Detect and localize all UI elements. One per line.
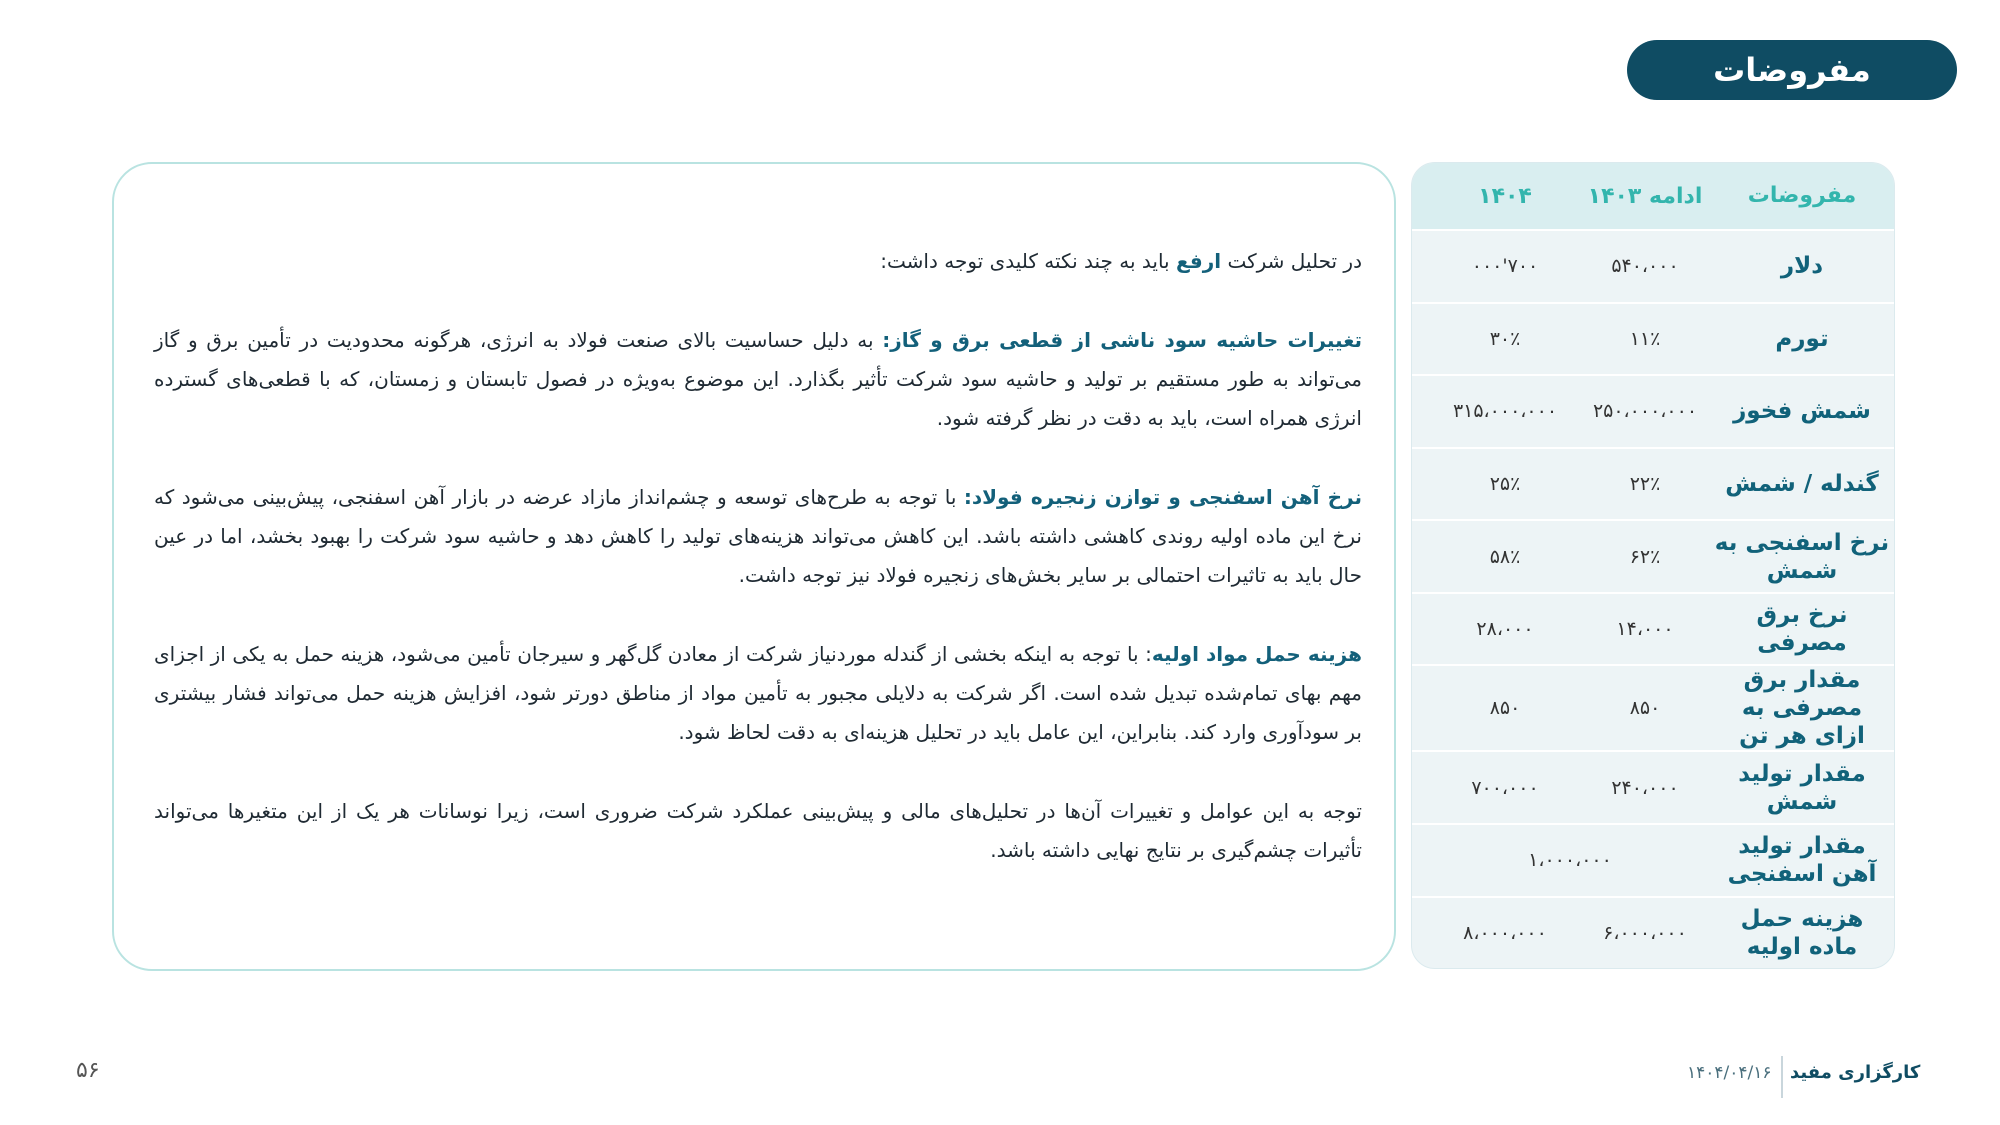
value-1403: ۶،۰۰۰،۰۰۰ (1603, 921, 1687, 944)
value-1404: ۸،۰۰۰،۰۰۰ (1463, 921, 1547, 944)
value-1403: ۱۴،۰۰۰ (1616, 618, 1674, 641)
value-1404: ۳۱۵،۰۰۰،۰۰۰ (1452, 400, 1558, 423)
column-header-1404: ۱۴۰۴ (1478, 183, 1532, 209)
table-row (1412, 896, 1894, 969)
row-label: شمش فخوز (1733, 398, 1871, 425)
table-row (1412, 519, 1894, 592)
value-merged: ۱،۰۰۰،۰۰۰ (1528, 849, 1612, 872)
analysis-text (154, 242, 1362, 910)
point-transport (154, 635, 1362, 752)
value-1403: ۲۵۰،۰۰۰،۰۰۰ (1592, 400, 1698, 423)
point-sponge-iron-body: با توجه به طرح‌های توسعه و چشم‌انداز مازاد عرضه در بازار آهن اسفنجی، پیش‌بینی می‌شود که نرخ این ماده اولیه روندی کاهشی داشته باشد. این کاهش می‌تواند هزینه‌های تولید را کاهش دهد و حاشیه سود شرکت را بهبود بخشد، اما در عین حال باید به تاثیرات احتمالی بر سایر بخش‌های زنجیره فولاد نیز توجه داشت. (154, 485, 1362, 587)
page-title: مفروضات (1713, 51, 1871, 89)
table-row (1412, 229, 1894, 302)
row-label: نرخ اسفنجی به شمش (1714, 529, 1890, 584)
row-label: هزینه حمل ماده اولیه (1740, 905, 1864, 960)
value-1403: ۸۵۰ (1629, 697, 1661, 720)
value-1404: ۷۰۰'۰۰۰ (1471, 255, 1539, 278)
table-row (1412, 302, 1894, 375)
conclusion-paragraph (154, 792, 1362, 870)
row-label: مقدار برق مصرفی به ازای هر تن (1739, 667, 1865, 750)
footer-date: ۱۴۰۴/۰۴/۱۶ (1687, 1063, 1772, 1083)
point-transport-title: هزینه حمل مواد اولیه (1151, 642, 1362, 666)
point-energy-body: به دلیل حساسیت بالای صنعت فولاد به انرژی، هرگونه محدودیت در تأمین برق و گاز می‌تواند به طور مستقیم بر تولید و حاشیه سود شرکت تأثیر بگذارد. این موضوع به‌ویژه در فصول تابستان و زمستان، که با قطعی‌های گسترده انرژی همراه است، باید به دقت در نظر گرفته شود. (154, 328, 1362, 430)
conclusion-text: توجه به این عوامل و تغییرات آن‌ها در تحلیل‌های مالی و پیش‌بینی عملکرد شرکت ضروری است، زیرا نوسانات هر یک از این متغیرها می‌تواند تأثیرات چشم‌گیری بر نتایج نهایی داشته باشد. (154, 799, 1362, 862)
table-row (1412, 664, 1894, 750)
row-label: مقدار تولید آهن اسفنجی (1727, 833, 1877, 888)
company-name: ارفع (1175, 249, 1222, 273)
value-1403: ۵۴۰،۰۰۰ (1611, 255, 1679, 278)
row-label: تورم (1775, 325, 1829, 352)
point-transport-body: : با توجه به اینکه بخشی از گندله موردنیاز شرکت از معادن گل‌گهر و سیرجان تأمین می‌شود، هزینه حمل به یکی از اجزای مهم بهای تمام‌شده تبدیل شده است. اگر شرکت به دلایلی مجبور به تأمین مواد از مناطق دورتر شود، افزایش هزینه حمل می‌تواند فشار بیشتری بر سودآوری وارد کند. بنابراین، این عامل باید در تحلیل هزینه‌ای به دقت لحاظ شود. (154, 642, 1362, 744)
value-1403: ۱۱٪ (1629, 327, 1661, 350)
point-energy (154, 321, 1362, 438)
value-1404: ۷۰۰،۰۰۰ (1471, 776, 1539, 799)
point-sponge-iron (154, 478, 1362, 595)
value-1404: ۲۵٪ (1489, 472, 1521, 495)
footer-divider (1781, 1056, 1783, 1098)
page-number: ۵۶ (76, 1058, 100, 1083)
page-title-badge (1627, 40, 1957, 100)
value-1404: ۵۸٪ (1489, 545, 1521, 568)
row-label: نرخ برق مصرفی (1756, 602, 1848, 657)
value-1403: ۲۴۰،۰۰۰ (1611, 776, 1679, 799)
table-row (1412, 750, 1894, 823)
assumptions-table (1411, 162, 1895, 969)
table-header-row (1412, 163, 1894, 229)
point-sponge-iron-title: نرخ آهن اسفنجی و توازن زنجیره فولاد: (963, 485, 1362, 509)
point-energy-title: تغییرات حاشیه سود ناشی از قطعی برق و گاز: (882, 328, 1363, 352)
column-header-assumption: مفروضات (1747, 183, 1857, 208)
row-label: گندله / شمش (1725, 470, 1879, 497)
value-1403: ۶۲٪ (1629, 545, 1661, 568)
value-1404: ۲۸،۰۰۰ (1476, 618, 1534, 641)
row-label: دلار (1780, 253, 1824, 280)
analysis-text-box (112, 162, 1396, 971)
table-row (1412, 447, 1894, 520)
column-header-1403: ادامه ۱۴۰۳ (1587, 183, 1703, 209)
table-row (1412, 374, 1894, 447)
row-label: مقدار تولید شمش (1738, 760, 1866, 815)
footer-brand: کارگزاری مفید (1790, 1062, 1921, 1083)
table-row (1412, 592, 1894, 665)
intro-text: در تحلیل شرکت (1221, 249, 1362, 273)
value-1404: ۸۵۰ (1489, 697, 1521, 720)
value-1404: ۳۰٪ (1489, 327, 1521, 350)
intro-text-end: باید به چند نکته کلیدی توجه داشت: (880, 249, 1176, 273)
value-1403: ۲۲٪ (1629, 472, 1661, 495)
table-row (1412, 823, 1894, 896)
intro-paragraph (154, 242, 1362, 281)
